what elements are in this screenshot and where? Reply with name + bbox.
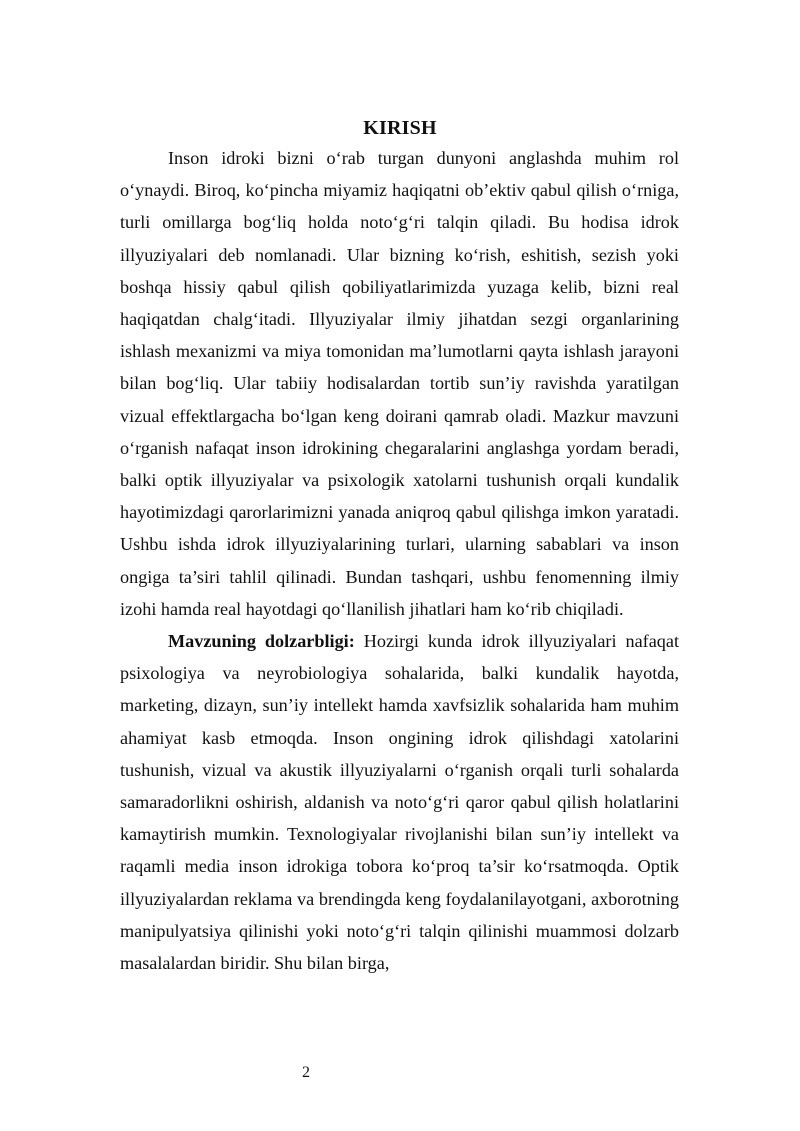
body-text [120,142,679,979]
paragraph-text: Inson idroki bizni o‘rab turgan dunyoni anglashda muhim rol o‘ynaydi. Biroq, ko‘pincha miyamiz haqiqatni ob’ektiv qabul qilish o‘rniga, turli omillarga bog‘liq holda noto‘g‘ri talqin qiladi. Bu hodisa idrok illyuziyalari deb nomlanadi. Ular bizning ko‘rish, eshitish, sezish yoki boshqa hissiy qabul qilish qobiliyatlarimizda yuzaga kelib, bizni real haqiqatdan chalg‘itadi. Illyuziyalar ilmiy jihatdan sezgi organlarining ishlash mexanizmi va miya tomonidan ma’lumotlarni qayta ishlash jarayoni bilan bog‘liq. Ular tabiiy hodisalardan tortib sun’iy ravishda yaratilgan vizual effektlargacha bo‘lgan keng doirani qamrab oladi. Mazkur mavzuni o‘rganish nafaqat inson idrokining chegaralarini anglashga yordam beradi, balki optik illyuziyalar va psixologik xatolarni tushunish orqali kundalik hayotimizdagi qarorlarimizni yanada aniqroq qabul qilishga imkon yaratadi. Ushbu ishda idrok illyuziyalarining turlari, ularning sabablari va inson ongiga ta’siri tahlil qilinadi. Bundan tashqari, ushbu fenomenning ilmiy izohi hamda real hayotdagi qo‘llanilish jihatlari ham ko‘rib chiqiladi. [120,148,679,619]
paragraph-introduction [120,142,679,625]
paragraph-relevance [120,625,679,979]
paragraph-heading: Mavzuning dolzarbligi: [168,631,355,652]
page-number: 2 [302,1064,310,1081]
paragraph-text: Hozirgi kunda idrok illyuziyalari nafaqat psixologiya va neyrobiologiya sohalarida, balki kundalik hayotda, marketing, dizayn, sun’iy intellekt hamda xavfsizlik sohalarida ham muhim ahamiyat kasb etmoqda. Inson ongining idrok qilishdagi xatolarini tushunish, vizual va akustik illyuziyalarni o‘rganish orqali turli sohalarda samaradorlikni oshirish, aldanish va noto‘g‘ri qaror qabul qilish holatlarini kamaytirish mumkin. Texnologiyalar rivojlanishi bilan sun’iy intellekt va raqamli media inson idrokiga tobora ko‘proq ta’sir ko‘rsatmoqda. Optik illyuziyalardan reklama va brendingda keng foydalanilayotgani, axborotning manipulyatsiya qilinishi yoki noto‘g‘ri talqin qilinishi muammosi dolzarb masalalardan biridir. Shu bilan birga, [120,631,679,974]
page-title: KIRISH [363,117,437,139]
